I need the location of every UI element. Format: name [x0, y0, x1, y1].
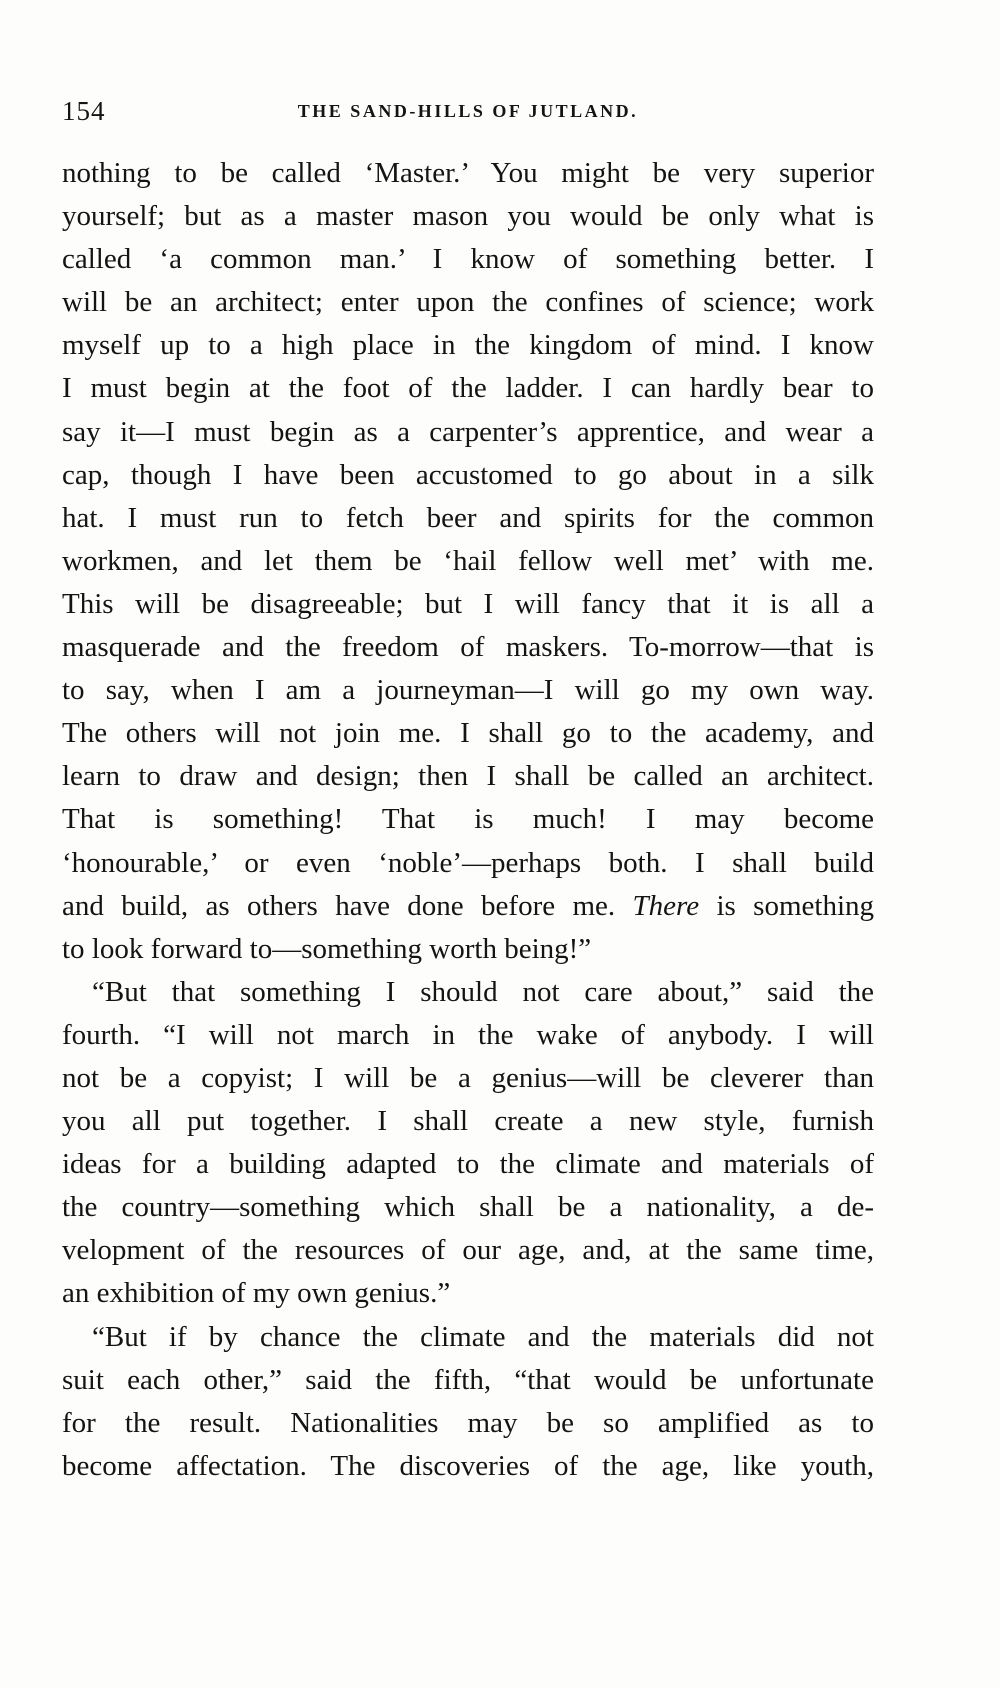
text-line: “But if by chance the climate and the materials did not [92, 1320, 874, 1353]
text-line: nothing to be called ‘Master.’ You might be very superior [62, 157, 874, 189]
page-number: 154 [62, 96, 106, 126]
text-line: say it—I must begin as a carpenter’s apprentice, and wear a [62, 415, 874, 448]
text-line: called ‘a common man.’ I know of something better. I [62, 243, 874, 276]
text-line: ideas for a building adapted to the climate and materials of [62, 1148, 874, 1181]
text-line: This will be disagreeable; but I will fancy that it is all a [62, 587, 874, 620]
text-line: an exhibition of my own genius.” [62, 1277, 451, 1310]
text-line: ‘honourable,’ or even ‘noble’—perhaps both. I shall build [62, 846, 874, 879]
text-line: you all put together. I shall create a new style, furnish [62, 1105, 874, 1138]
page-header [62, 96, 874, 136]
text-line: learn to draw and design; then I shall be called an architect. [62, 760, 874, 793]
text-line: myself up to a high place in the kingdom of mind. I know [62, 329, 874, 362]
text-line: for the result. Nationalities may be so amplified as to [62, 1406, 874, 1439]
text-line: That is something! That is much! I may become [62, 803, 874, 836]
text-line: the country—something which shall be a nationality, a de- [62, 1191, 874, 1224]
running-title: THE SAND-HILLS OF JUTLAND. [297, 101, 639, 121]
text-line: to look forward to—something worth being!” [62, 932, 592, 965]
text-line: yourself; but as a master mason you would be only what is [62, 200, 874, 233]
text-line [62, 885, 874, 928]
body-text [62, 152, 874, 1488]
text-line: velopment of the resources of our age, and, at the same time, [62, 1234, 874, 1267]
text-line: I must begin at the foot of the ladder. I can hardly bear to [62, 372, 874, 405]
text-line: cap, though I have been accustomed to go about in a silk [62, 458, 874, 491]
text-line: “But that something I should not care about,” said the [92, 975, 874, 1008]
italic-word: There [632, 889, 700, 922]
text-line: not be a copyist; I will be a genius—will be cleverer than [62, 1061, 874, 1094]
text-line: will be an architect; enter upon the confines of science; work [62, 286, 874, 319]
text-segment: and build, as others have done before me. [62, 889, 633, 922]
text-line: fourth. “I will not march in the wake of anybody. I will [62, 1018, 874, 1051]
text-segment: is something [699, 889, 874, 922]
text-line: suit each other,” said the fifth, “that would be unfortunate [62, 1363, 874, 1396]
text-line: The others will not join me. I shall go to the academy, and [62, 717, 874, 750]
text-line: to say, when I am a journeyman—I will go my own way. [62, 674, 874, 707]
text-line: workmen, and let them be ‘hail fellow well met’ with me. [62, 544, 874, 577]
text-line: hat. I must run to fetch beer and spirits for the common [62, 501, 874, 534]
text-line: become affectation. The discoveries of the age, like youth, [62, 1449, 874, 1482]
text-line: masquerade and the freedom of maskers. To-morrow—that is [62, 631, 874, 664]
